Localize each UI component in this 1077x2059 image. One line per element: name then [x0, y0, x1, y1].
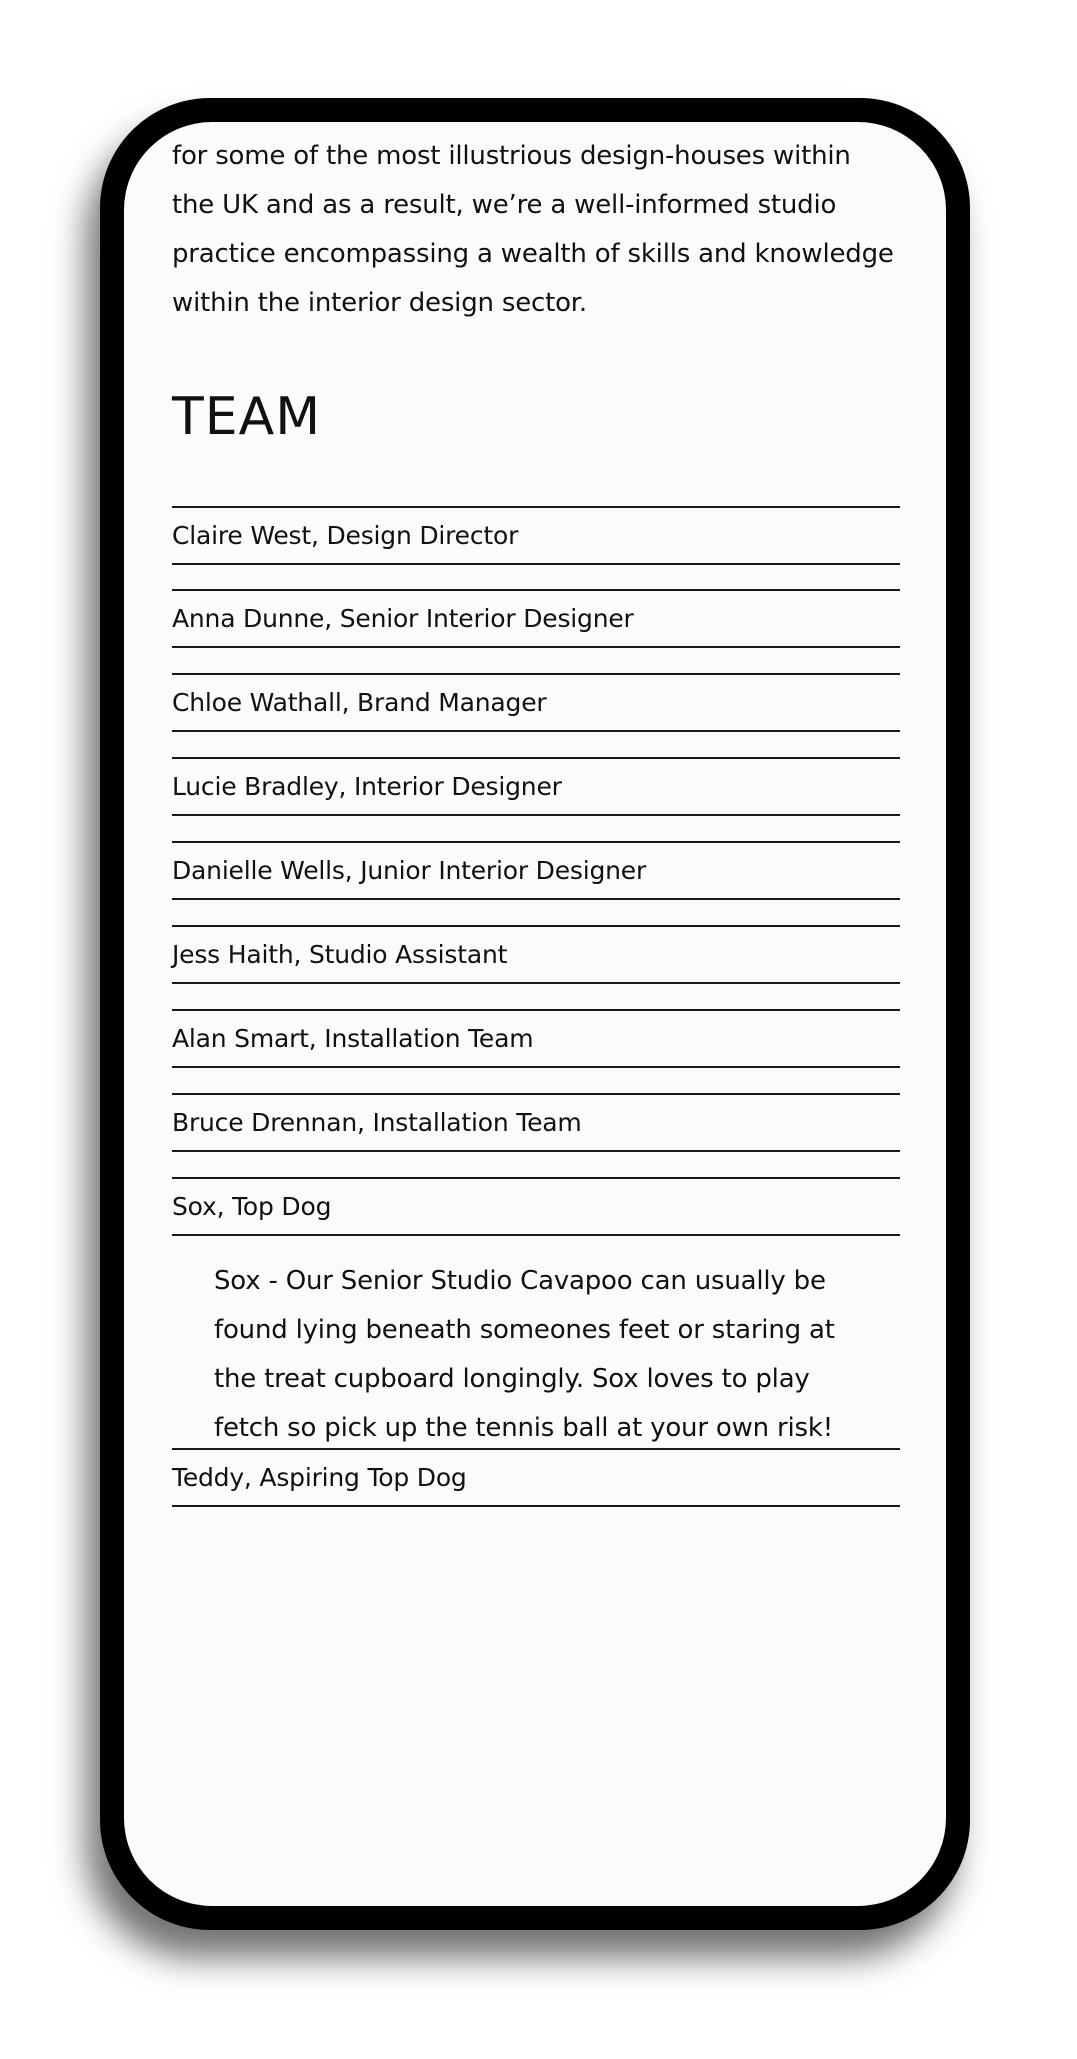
phone-screen[interactable] [124, 122, 946, 1906]
member-bio-sox: Sox - Our Senior Studio Cavapoo can usually be found lying beneath someones feet or staring at the treat cupboard longingly. Sox loves to play fetch so pick up the tennis ball at your own risk! [214, 1266, 835, 1443]
team-heading: TEAM [172, 387, 322, 447]
team-member-anna-dunne[interactable]: Anna Dunne, Senior Interior Designer [172, 589, 900, 648]
team-member-lucie-bradley[interactable]: Lucie Bradley, Interior Designer [172, 757, 900, 816]
team-member-claire-west[interactable]: Claire West, Design Director [172, 506, 900, 565]
team-member-alan-smart[interactable]: Alan Smart, Installation Team [172, 1009, 900, 1068]
team-member-sox[interactable]: Sox, Top Dog [172, 1177, 900, 1236]
team-member-danielle-wells[interactable]: Danielle Wells, Junior Interior Designer [172, 841, 900, 900]
team-member-chloe-wathall[interactable]: Chloe Wathall, Brand Manager [172, 673, 900, 732]
phone-frame [100, 98, 970, 1930]
team-member-teddy[interactable]: Teddy, Aspiring Top Dog [172, 1448, 900, 1507]
team-member-jess-haith[interactable]: Jess Haith, Studio Assistant [172, 925, 900, 984]
team-member-bruce-drennan[interactable]: Bruce Drennan, Installation Team [172, 1093, 900, 1152]
intro-paragraph: for some of the most illustrious design-houses within the UK and as a result, we’re a well-informed studio practice encompassing a wealth of skills and knowledge within the interior design sector. [172, 141, 894, 318]
page-content [172, 122, 900, 448]
